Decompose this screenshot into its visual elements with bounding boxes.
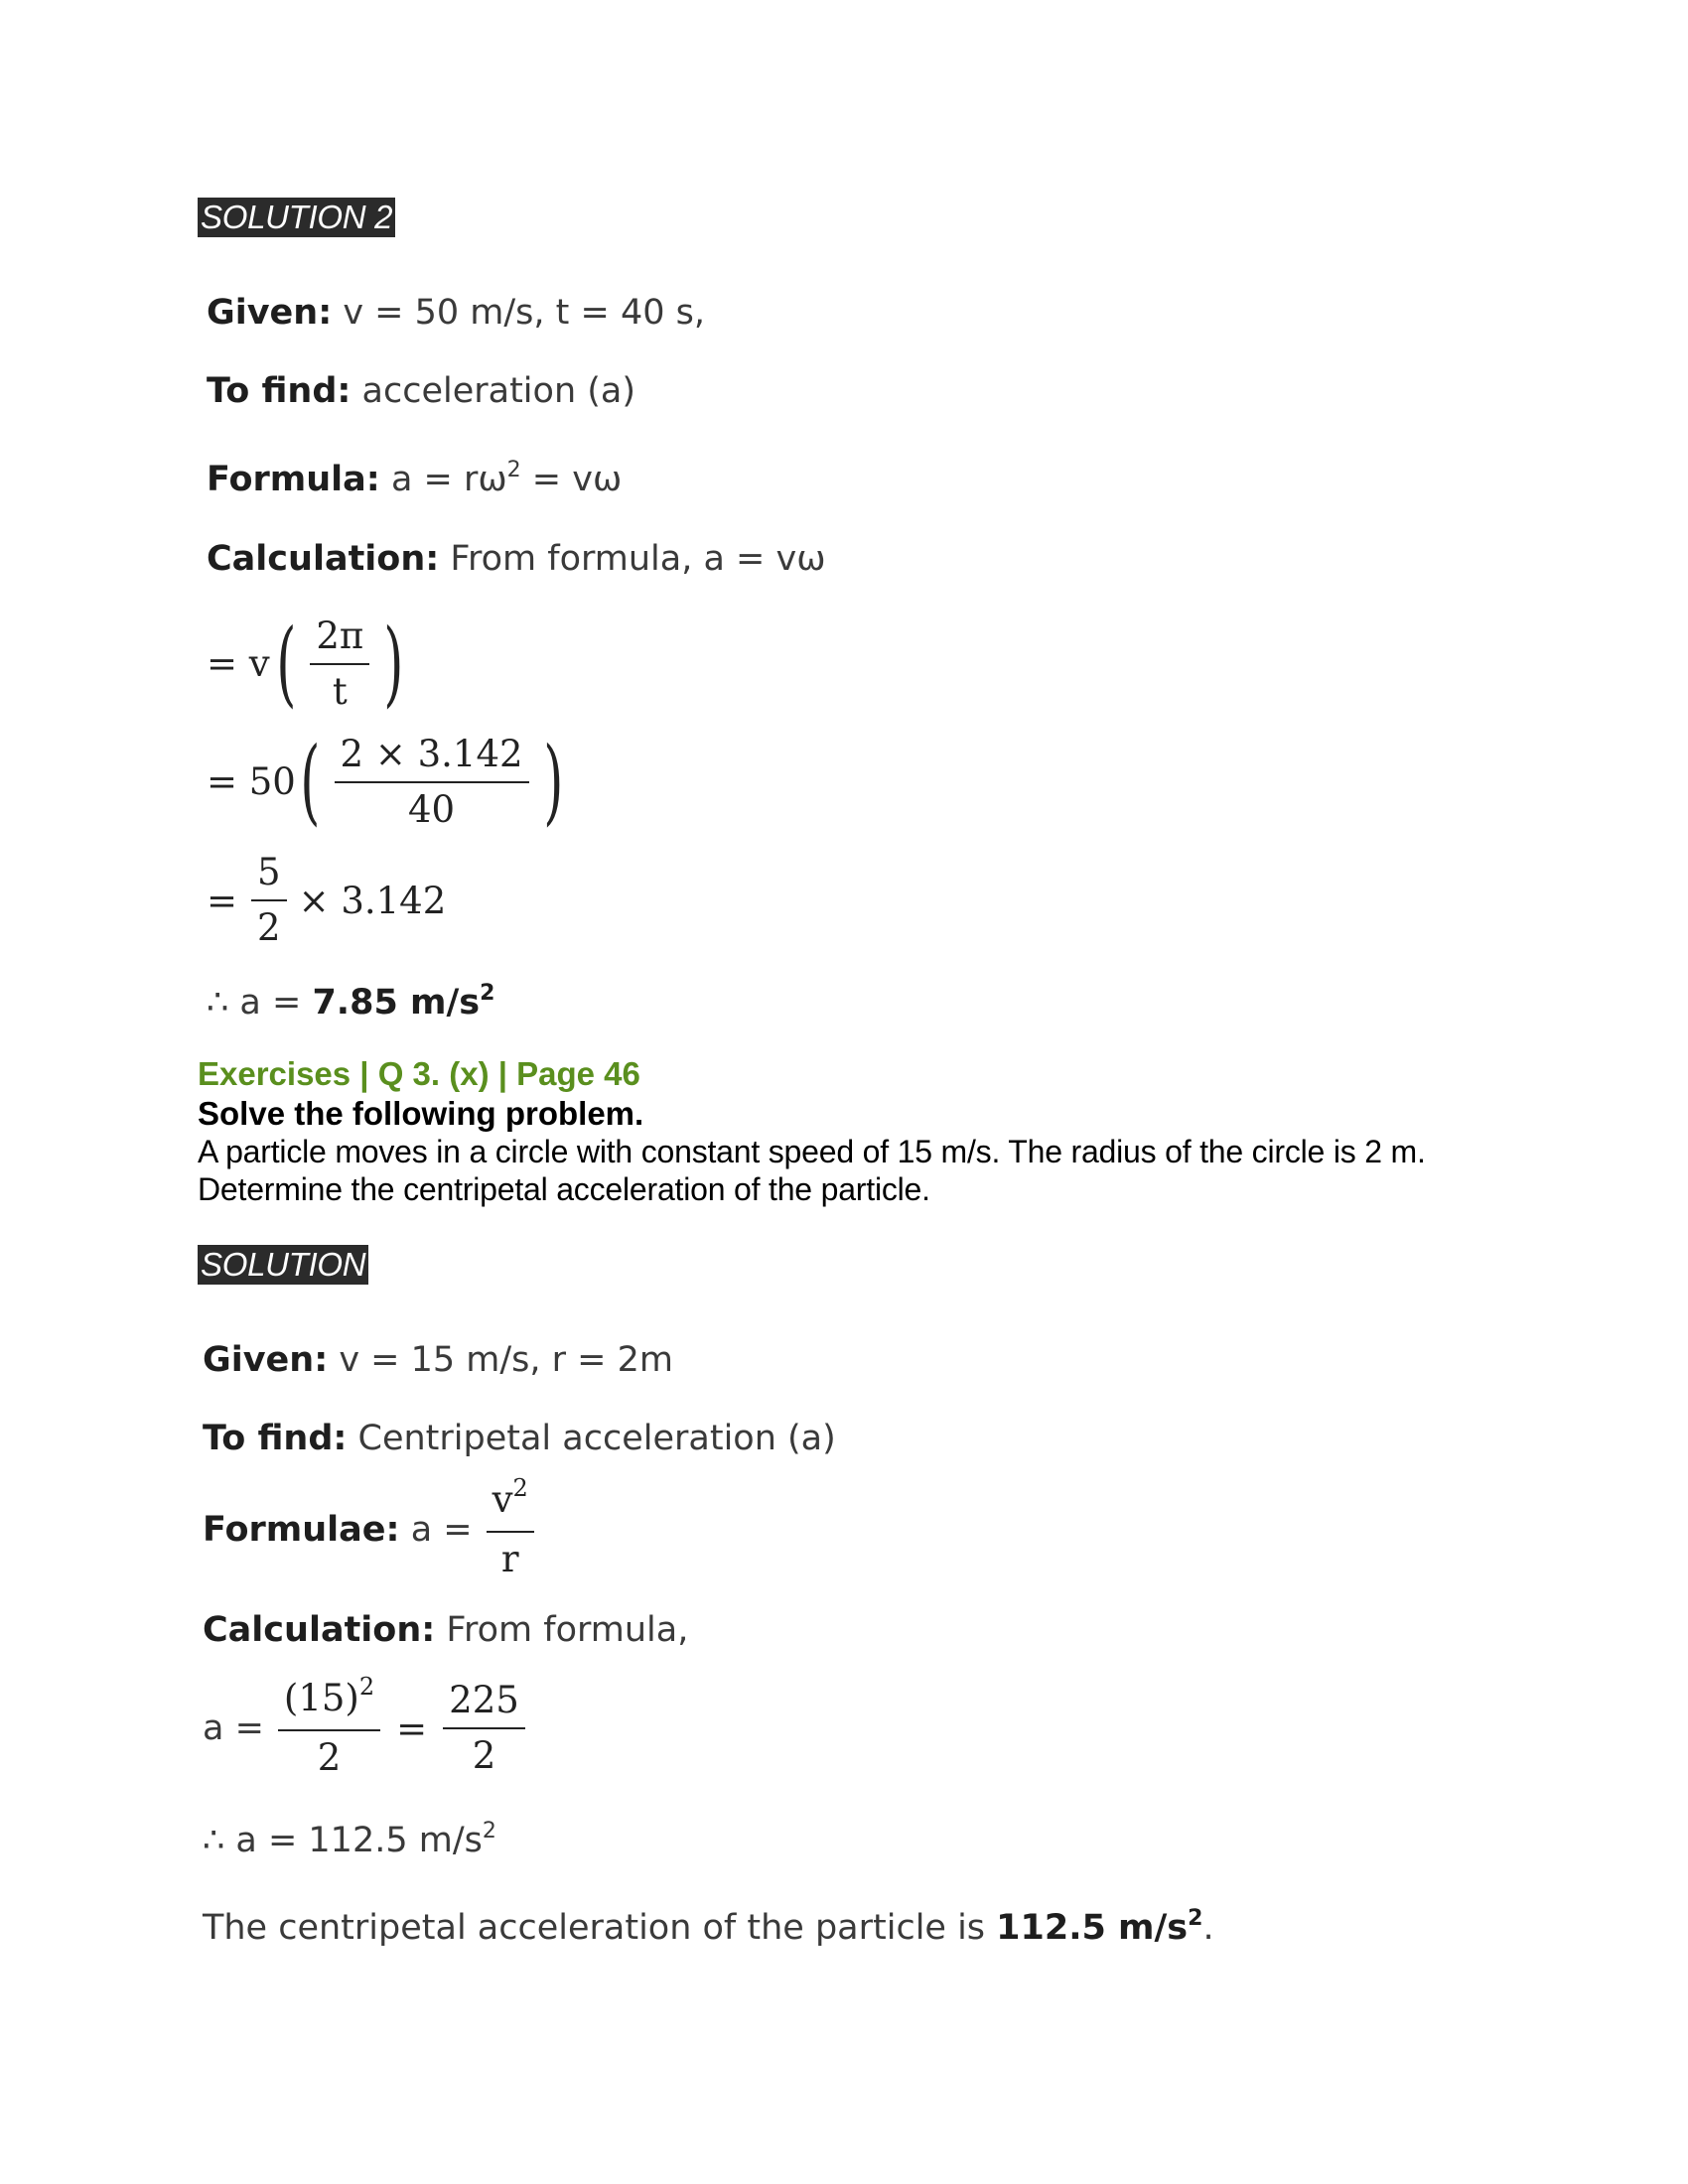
fraction-1 (278, 1673, 380, 1779)
formula-line (203, 1474, 540, 1580)
result-exponent: 2 (482, 1819, 496, 1843)
numerator: 2 × 3.142 (340, 732, 523, 775)
calculation-line (207, 537, 826, 581)
to-find-line (203, 1417, 836, 1460)
fraction (251, 852, 287, 949)
numerator-2: 225 (449, 1679, 519, 1721)
result-line (207, 981, 494, 1029)
question-title: Solve the following problem. (198, 1095, 644, 1132)
math-step-1 (203, 1673, 531, 1779)
fraction-2 (443, 1680, 525, 1777)
numerator-1: $(15)^2$ (283, 1673, 375, 1719)
step-2-lead: = 50 (207, 760, 296, 803)
exercise-reference-link[interactable]: Exercises | Q 3. (x) | Page 46 (198, 1055, 640, 1092)
result-line (203, 1819, 496, 1867)
calculation-label: Calculation: (203, 1610, 436, 1650)
denominator: 40 (408, 787, 456, 831)
formula-label: Formula: (207, 460, 380, 499)
math-step-1 (207, 610, 412, 718)
denominator: r (500, 1538, 519, 1580)
denominator: t (332, 669, 348, 713)
to-find-label: To find: (207, 371, 352, 411)
calculation-label: Calculation: (207, 539, 440, 579)
to-find-text: Centripetal acceleration (a) (357, 1419, 836, 1458)
calculation-text: From formula, (446, 1610, 689, 1650)
question-text: A particle moves in a circle with constant speed of 15 m/s. The radius of the circle is 2 m. Determine the centripetal acceleration of the particle. (198, 1134, 1426, 1207)
formula-line (207, 458, 622, 506)
calculation-line (203, 1608, 688, 1652)
solution-tag: SOLUTION (198, 1245, 368, 1285)
to-find-line (207, 369, 635, 413)
given-text: v = 15 m/s, r = 2m (339, 1340, 673, 1380)
step-1-lead: = v (207, 642, 270, 685)
denominator: 2 (257, 906, 281, 949)
step-3-tail: × 3.142 (298, 879, 447, 922)
given-line (207, 291, 705, 335)
math-step-2 (207, 728, 571, 836)
math-step-3 (207, 852, 446, 949)
calculation-text: From formula, a = vω (450, 539, 826, 579)
solution-2-tag: SOLUTION 2 (198, 198, 395, 237)
conclusion-value: 112.5 $m/s^2$ (996, 1906, 1203, 1948)
paren-close: ) (542, 728, 563, 836)
formula-a: a = rω (390, 460, 507, 499)
denominator-2: 2 (472, 1734, 496, 1777)
step-1-lead: a = (203, 1708, 264, 1748)
conclusion-line (203, 1906, 1214, 1955)
result-value: 7.85 $m/s^2$ (312, 981, 495, 1023)
result-text: ∴ a = 112.5 m/s (203, 1821, 483, 1860)
to-find-text: acceleration (a) (361, 371, 636, 411)
fraction (335, 734, 529, 831)
result-lead: ∴ a = (207, 983, 302, 1023)
paren-close: ) (383, 610, 404, 718)
given-label: Given: (207, 293, 333, 333)
given-label: Given: (203, 1340, 329, 1380)
fraction (487, 1474, 534, 1580)
given-text: v = 50 m/s, t = 40 s, (343, 293, 705, 333)
paren-open: ( (300, 728, 321, 836)
paren-open: ( (275, 610, 297, 718)
conclusion-end: . (1202, 1908, 1214, 1948)
formula-lead: a = (410, 1510, 473, 1550)
formula-label: Formulae: (203, 1510, 400, 1550)
denominator-1: 2 (317, 1736, 342, 1779)
fraction (310, 615, 369, 713)
formula-exponent: 2 (506, 458, 521, 482)
numerator: $v^2$ (492, 1474, 528, 1521)
formula-b: = vω (520, 460, 623, 499)
given-line (203, 1338, 673, 1382)
numerator: 5 (257, 851, 281, 893)
step-3-lead: = (207, 879, 238, 922)
equals-sign: = (396, 1706, 428, 1750)
numerator: 2π (316, 614, 364, 657)
conclusion-text: The centripetal acceleration of the particle is (203, 1908, 997, 1948)
to-find-label: To find: (203, 1419, 348, 1458)
